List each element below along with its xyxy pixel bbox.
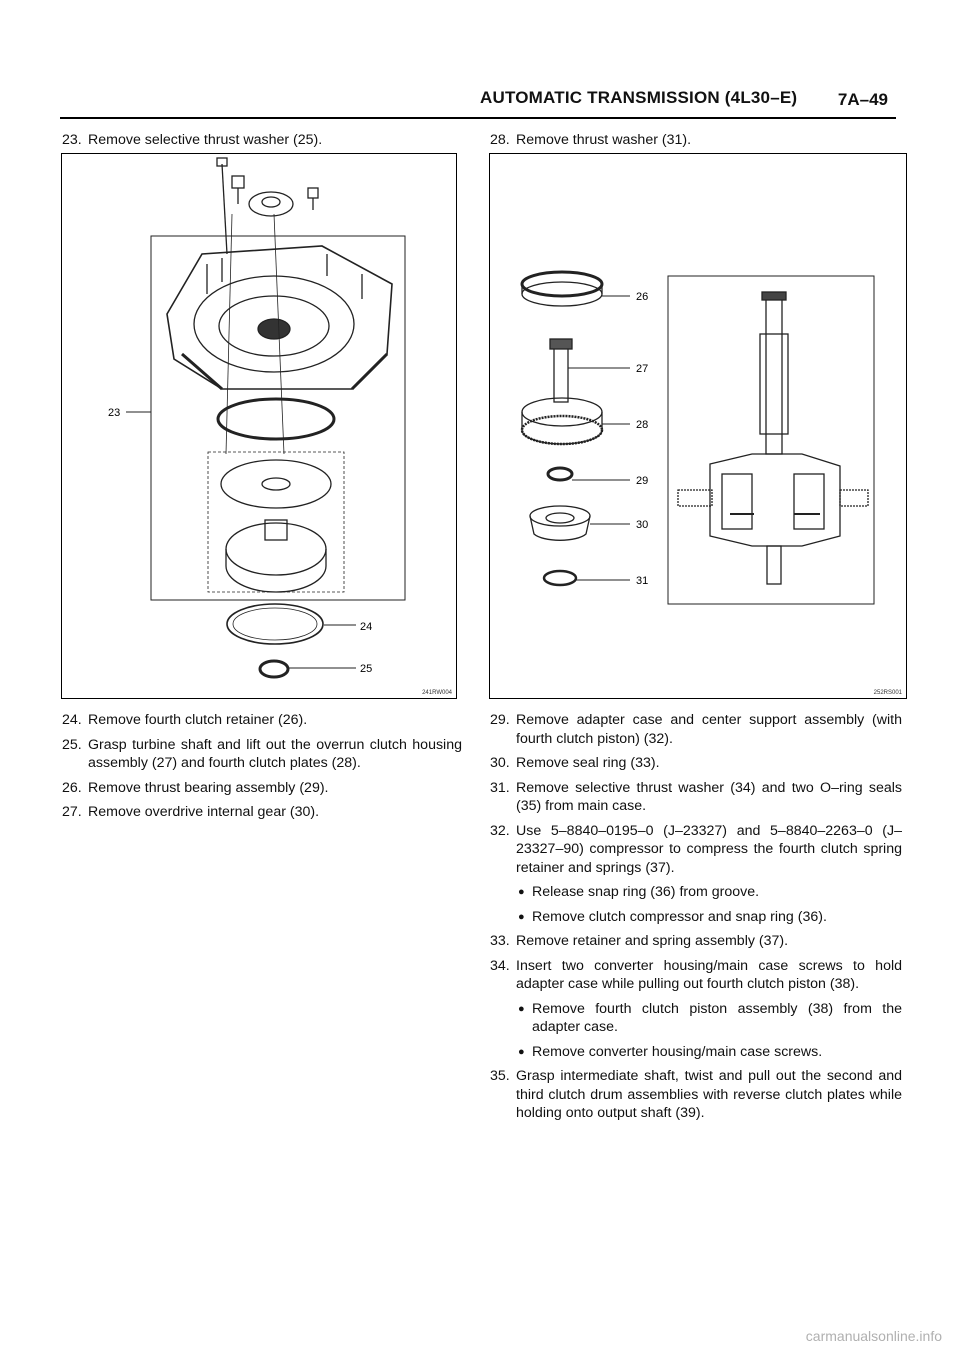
- callout-27: 27: [636, 363, 649, 375]
- bullet-remove-screws: [518, 1043, 902, 1062]
- step-number: 31.: [490, 779, 510, 796]
- step-text: Remove thrust bearing assembly (29).: [88, 779, 329, 796]
- step-number: 27.: [62, 804, 82, 820]
- step-32: [490, 822, 902, 878]
- left-steps: [62, 711, 462, 828]
- step-text: Grasp turbine shaft and lift out the overrun clutch housing assembly (27) and fourth clutch plates (28).: [88, 736, 462, 771]
- step-text: Remove adapter case and center support assembly (with fourth clutch piston) (32).: [516, 712, 902, 747]
- step-28: [490, 131, 902, 150]
- left-column: [62, 131, 462, 156]
- bullet-text: Remove clutch compressor and snap ring (36).: [532, 908, 827, 925]
- step-number: 24.: [62, 712, 82, 728]
- figure-code: 241RW004: [422, 690, 452, 696]
- step-number: 28.: [490, 132, 510, 148]
- bullet-icon: ●: [518, 1002, 525, 1015]
- callout-25: 25: [360, 663, 373, 675]
- step-text: Remove thrust washer (31).: [516, 132, 692, 148]
- step-number: 32.: [490, 822, 510, 839]
- callout-24: 24: [360, 621, 373, 633]
- step-text: Use 5–8840–0195–0 (J–23327) and 5–8840–2263–0 (J–23327–90) compressor to compress the fourth clutch spring retainer and springs (37).: [516, 822, 902, 876]
- step-34: [490, 957, 902, 994]
- callout-28: 28: [636, 419, 649, 431]
- bullet-release-snap-ring: [518, 883, 902, 902]
- clutch-assembly-exploded-illustration: [490, 154, 908, 700]
- step-31: [490, 779, 902, 816]
- bullet-text: Remove fourth clutch piston assembly (38) from the adapter case.: [532, 1000, 902, 1035]
- figure-converter-housing: [61, 153, 457, 699]
- step-27: [62, 803, 462, 822]
- page-number: 7A–49: [837, 90, 888, 109]
- step-29: [490, 711, 902, 748]
- bullet-text: Remove converter housing/main case screws.: [532, 1043, 823, 1060]
- bullet-remove-piston: [518, 1000, 902, 1037]
- step-text: Remove seal ring (33).: [516, 755, 660, 771]
- step-text: Remove selective thrust washer (25).: [88, 132, 323, 148]
- watermark[interactable]: carmanualsonline.info: [805, 1328, 942, 1344]
- step-number: 35.: [490, 1068, 510, 1084]
- figure-clutch-assembly: [489, 153, 907, 699]
- callout-31: 31: [636, 575, 649, 587]
- bullet-remove-compressor: [518, 908, 902, 927]
- step-text: Remove overdrive internal gear (30).: [88, 804, 320, 820]
- bullet-icon: ●: [518, 886, 525, 898]
- step-24: [62, 711, 462, 730]
- step-number: 34.: [490, 957, 510, 974]
- bullet-icon: ●: [518, 1045, 525, 1058]
- callout-29: 29: [636, 475, 649, 487]
- page-header: [60, 88, 896, 118]
- step-30: [490, 754, 902, 773]
- figure-code: 252RS001: [873, 690, 902, 696]
- step-25: [62, 736, 462, 773]
- callout-23: 23: [108, 407, 121, 419]
- step-number: 30.: [490, 755, 510, 771]
- callout-26: 26: [636, 291, 649, 303]
- step-35: [490, 1067, 902, 1123]
- step-33: [490, 932, 902, 951]
- callout-30: 30: [636, 519, 649, 531]
- right-steps: [490, 711, 902, 1129]
- step-text: Remove selective thrust washer (34) and two O–ring seals (35) from main case.: [516, 779, 902, 814]
- converter-housing-exploded-illustration: [62, 154, 458, 700]
- header-title: AUTOMATIC TRANSMISSION (4L30–E): [480, 88, 798, 107]
- right-column: [490, 131, 902, 156]
- step-number: 26.: [62, 779, 82, 796]
- step-23: [62, 131, 462, 150]
- step-number: 33.: [490, 933, 510, 949]
- step-text: Remove retainer and spring assembly (37).: [516, 933, 789, 949]
- step-number: 25.: [62, 736, 82, 753]
- header-rule: [60, 117, 896, 119]
- step-text: Remove fourth clutch retainer (26).: [88, 712, 308, 728]
- step-number: 29.: [490, 712, 510, 728]
- step-number: 23.: [62, 132, 82, 148]
- bullet-icon: ●: [518, 910, 525, 923]
- step-text: Grasp intermediate shaft, twist and pull out the second and third clutch drum assemblies with reverse clutch plates while holding onto output shaft (39).: [516, 1068, 902, 1121]
- bullet-text: Release snap ring (36) from groove.: [532, 884, 760, 900]
- step-text: Insert two converter housing/main case screws to hold adapter case while pulling out fourth clutch piston (38).: [516, 957, 902, 992]
- step-26: [62, 779, 462, 798]
